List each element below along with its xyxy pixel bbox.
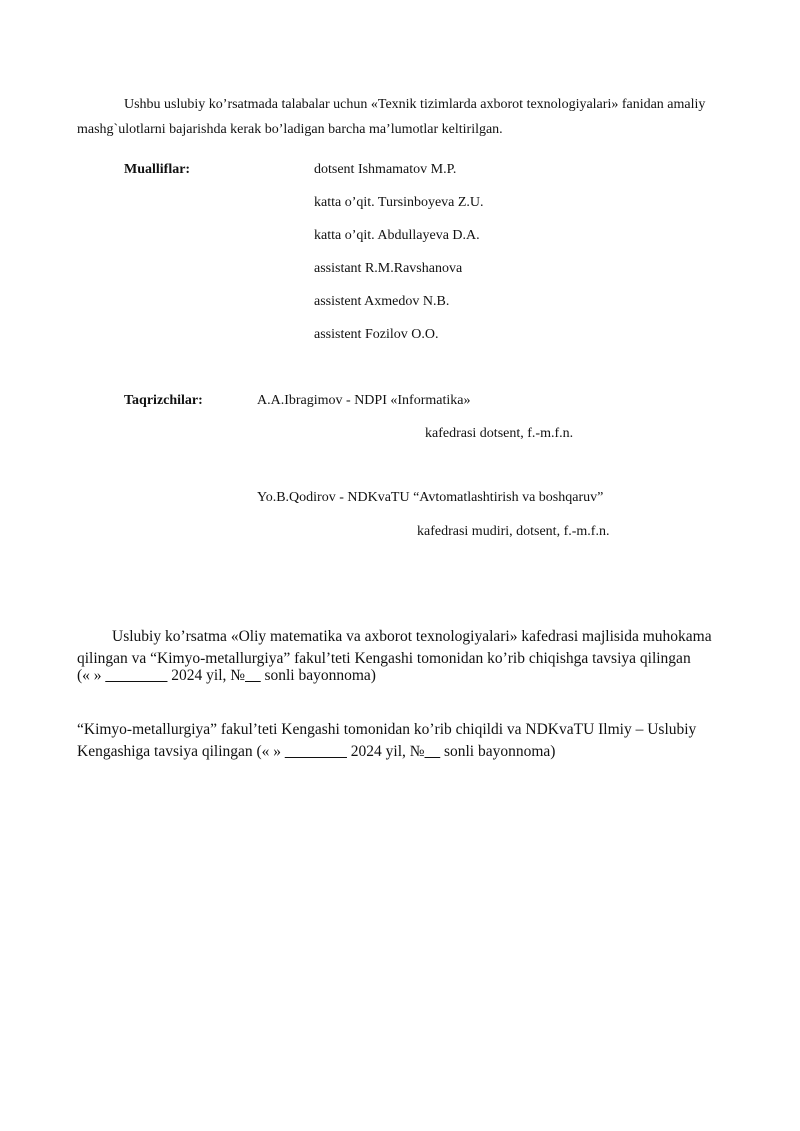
intro-line-1: Ushbu uslubiy ko’rsatmada talabalar uchun «Texnik tizimlarda axborot texnologiyalari» fanidan amaliy <box>124 97 706 112</box>
number-blank: __ <box>424 743 441 760</box>
approval-1-close: sonli bayonnoma) <box>260 667 376 684</box>
approval-1-open: (« » <box>77 667 106 684</box>
reviewer-1-line-1: A.A.Ibragimov - NDPI «Informatika» <box>257 393 471 408</box>
approval-2-line-1: “Kimyo-metallurgiya” fakul’teti Kengashi tomonidan ko’rib chiqildi va NDKvaTU Ilmiy – Uslubiy <box>77 721 697 738</box>
reviewers-label: Taqrizchilar: <box>124 393 203 408</box>
approval-2-year: 2024 yil, № <box>346 743 425 760</box>
approval-2-line-2 <box>77 743 555 761</box>
number-blank: __ <box>245 667 261 684</box>
reviewer-1-line-2: kafedrasi dotsent, f.-m.f.n. <box>425 426 574 441</box>
approval-1-year: 2024 yil, № <box>167 667 246 684</box>
author-item: assistant R.M.Ravshanova <box>314 261 463 276</box>
reviewer-2-line-1: Yo.B.Qodirov - NDKvaTU “Avtomatlashtirish va boshqaruv” <box>257 490 604 505</box>
author-item: dotsent Ishmamatov M.P. <box>314 162 457 177</box>
reviewer-2-line-2: kafedrasi mudiri, dotsent, f.-m.f.n. <box>417 524 610 539</box>
approval-2-close: sonli bayonnoma) <box>440 743 556 760</box>
date-blank: ________ <box>105 667 168 684</box>
approval-1-line-3 <box>77 667 376 685</box>
authors-label: Mualliflar: <box>124 162 191 177</box>
approval-1-line-2: qilingan va “Kimyo-metallurgiya” fakul’teti Kengashi tomonidan ko’rib chiqishga tavsiya qilingan <box>77 650 691 667</box>
approval-1-line-1: Uslubiy ko’rsatma «Oliy matematika va axborot texnologiyalari» kafedrasi majlisida muhokama <box>112 628 712 645</box>
author-item: assistent Axmedov N.B. <box>314 294 450 309</box>
approval-2-open: Kengashiga tavsiya qilingan (« » <box>77 743 285 760</box>
intro-line-2: mashg`ulotlarni bajarishda kerak bo’ladigan barcha ma’lumotlar keltirilgan. <box>77 122 503 137</box>
author-item: katta o’qit. Tursinboyeva Z.U. <box>314 195 484 210</box>
date-blank: ________ <box>284 743 347 760</box>
author-item: assistent Fozilov O.O. <box>314 327 439 342</box>
author-item: katta o’qit. Abdullayeva D.A. <box>314 228 480 243</box>
